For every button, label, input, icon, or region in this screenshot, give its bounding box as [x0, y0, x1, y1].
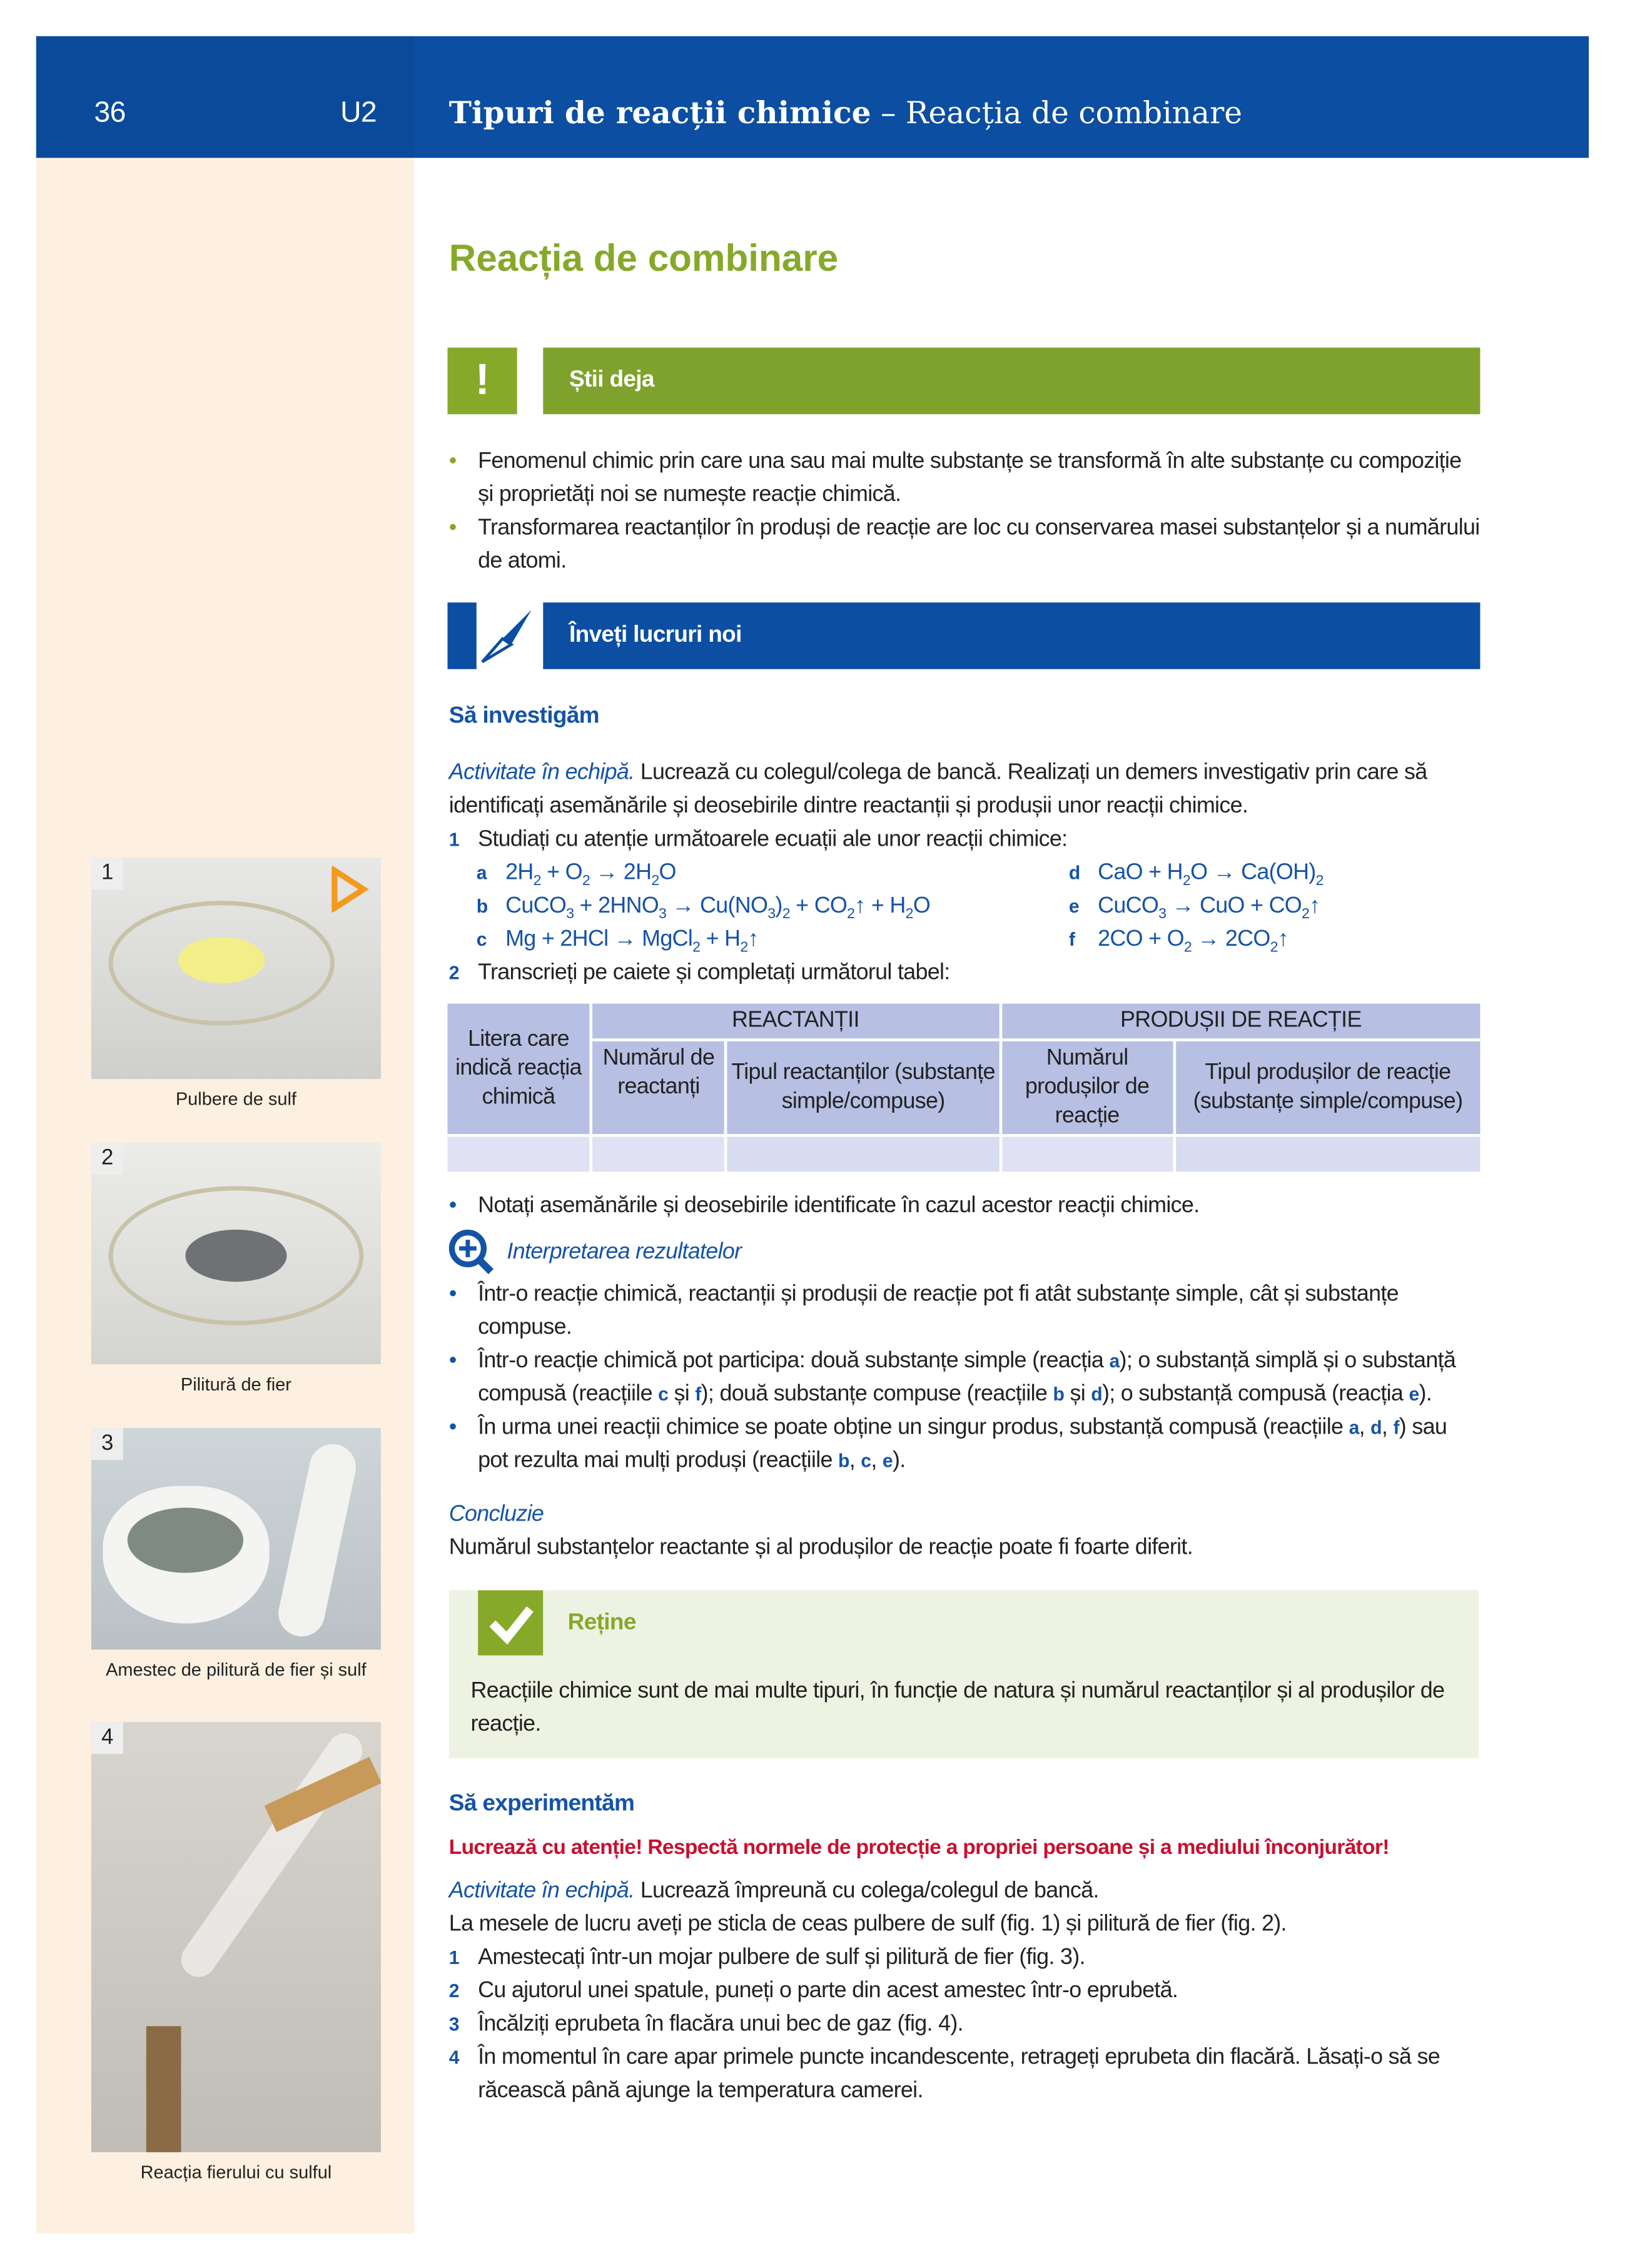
section-bar-invati: Înveți lucruri noi: [543, 602, 1480, 669]
equation-e: e CuCO$_3$ → CuO + $CO_2↑$: [1068, 893, 1320, 923]
retine-text: Reacțiile chimice sunt de mai multe tipuri, în funcție de natura și numărul reactanților și al produșilor de reacție.: [470, 1678, 1445, 1737]
equation-d: d CaO + $H_2O \to Ca(OH)_2$: [1068, 860, 1324, 889]
figure-caption: Pilitură de fier: [180, 1374, 291, 1395]
step-item: 4 În momentul în care apar primele puncte incandescente, retrageți eprubeta din flacără. Lăsați-o să se răcească până ajunge la temperatura camerei.: [448, 2045, 1440, 2103]
figure-caption: Amestec de pilitură de fier și sulf: [106, 1659, 367, 1680]
step-item: 3 Încălziți eprubeta în flacăra unui bec de gaz (fig. 4).: [448, 2012, 963, 2037]
reaction-table: [445, 1001, 1483, 1175]
experiment-intro: La mesele de lucru aveți pe sticla de ceas pulbere de sulf (fig. 1) și pilitură de fier (fig. 2).: [448, 1911, 1287, 1936]
interpretare-row: [449, 1225, 1481, 1277]
table-row: [447, 1137, 1480, 1172]
list-item: • Într-o reacție chimică, reactanții și produșii de reacție pot fi atât substanțe simple, cât și substanțe compuse.: [449, 1277, 1481, 1344]
activity-paragraph: Activitate în echipă. Lucrează împreună cu colega/colegul de bancă.: [448, 1878, 1099, 1903]
header-title: Tipuri de reacții chimice – Reacția de combinare: [448, 94, 1243, 131]
table-header: Litera care indică reacția chimică: [447, 1004, 589, 1134]
play-icon: [329, 866, 370, 913]
lesson-title: Reacția de combinare: [448, 236, 839, 280]
step-1: 1 Studiați cu atenție următoarele ecuații ale unor reacții chimice:: [448, 827, 1068, 852]
figure-mortar: 3: [91, 1428, 381, 1649]
concluzie-text: Numărul substanțelor reactante și al produșilor de reacție poate fi foarte diferit.: [448, 1535, 1193, 1560]
section-stii-deja: [447, 348, 1480, 415]
checkmark-icon: [478, 1590, 543, 1655]
table-header: Tipul produșilor de reacție (substanțe simple/compuse): [1176, 1041, 1481, 1134]
page-header: [36, 36, 1589, 158]
page-number: 36: [94, 97, 126, 129]
equation-f: f $2CO + O_2$ → $2CO_2↑$: [1068, 926, 1289, 956]
main-content: [449, 235, 1481, 2107]
table-header: Numărul produșilor de reacție: [1001, 1041, 1173, 1134]
step-item: 2 Cu ajutorul unei spatule, puneți o parte din acest amestec într-o eprubetă.: [448, 1978, 1178, 2003]
table-header: REACTANȚII: [592, 1004, 999, 1039]
figure-reaction: 4: [91, 1722, 381, 2152]
note-list: [449, 1189, 1481, 1222]
figure-caption: Pulbere de sulf: [175, 1089, 296, 1110]
figure-caption: Reacția fierului cu sulful: [140, 2162, 332, 2183]
magnifier-plus-icon: [447, 1228, 494, 1275]
retine-label: Reține: [567, 1610, 636, 1636]
equations: [477, 856, 1481, 956]
heading-sa-investigam: Să investigăm: [448, 704, 599, 729]
stii-deja-list: [449, 445, 1481, 578]
figure-sulfur: 1: [91, 858, 381, 1079]
equation-b: b CuCO$_3$ + $2HNO_3 \to Cu(NO_3)_2$ + $CO_2↑ + H_2O$: [476, 893, 931, 923]
table-header: Tipul reactanților (substanțe simple/compuse): [727, 1041, 998, 1134]
exclamation-icon: !: [447, 348, 517, 415]
list-item: • În urma unei reacții chimice se poate obține un singur produs, substanță compusă (reacțiile a, d, f) sau pot rezulta mai mulți produși (reacțiile b, c, e).: [449, 1410, 1481, 1477]
equations-left: [477, 856, 1069, 956]
equations-right: [1069, 856, 1324, 956]
list-item: • Notați asemănările și deosebirile identificate în cazul acestor reacții chimice.: [449, 1189, 1481, 1222]
list-item: • Într-o reacție chimică pot participa: două substanțe simple (reacția a); o substanță simplă și o substanță compusă (reacțiile c și f); două substanțe compuse (reacțiile b și d); o substanță compusă (reacția e).: [449, 1344, 1481, 1411]
section-bar-stii-deja: Știi deja: [543, 348, 1480, 415]
retine-box: [449, 1590, 1479, 1758]
figure-iron: 2: [91, 1143, 381, 1364]
table-header: Numărul de reactanți: [592, 1041, 725, 1134]
heading-sa-experimentam: Să experimentăm: [448, 1791, 635, 1816]
safety-warning: Lucrează cu atenție! Respectă normele de protecție a propriei persoane și a mediului înconjurător!: [448, 1836, 1389, 1860]
activity-paragraph: Activitate în echipă. Lucrează cu colegul/colega de bancă. Realizați un demers investigativ prin care să identificați asemănările și deosebirile dintre reactanții și produșii unor reacții chimice.: [448, 760, 1427, 819]
experiment-steps: [449, 1941, 1481, 2107]
list-item: • Fenomenul chimic prin care una sau mai multe substanțe se transformă în alte substanțe cu compoziție și proprietăți noi se numește reacție chimică.: [449, 445, 1481, 512]
interpretare-heading: Interpretarea rezultatelor: [507, 1238, 742, 1264]
compass-icon: [447, 602, 517, 669]
table-header: PRODUȘII DE REACȚIE: [1001, 1004, 1480, 1039]
unit-label: U2: [340, 97, 377, 129]
interpretare-list: [449, 1277, 1481, 1477]
equation-a: a $2H_2 + O_2 \to 2H_2O$: [476, 860, 676, 889]
step-2: 2 Transcrieți pe caiete și completați următorul tabel:: [448, 960, 950, 985]
equation-c: c Mg + 2HCl → MgCl$_2$ + $H_2↑$: [476, 926, 759, 956]
concluzie-label: Concluzie: [448, 1502, 544, 1527]
step-item: 1 Amestecați într-un mojar pulbere de sulf și pilitură de fier (fig. 3).: [448, 1945, 1085, 1970]
list-item: • Transformarea reactanților în produși de reacție are loc cu conservarea masei substanțelor și a numărului de atomi.: [449, 511, 1481, 578]
section-invati: [447, 602, 1480, 669]
